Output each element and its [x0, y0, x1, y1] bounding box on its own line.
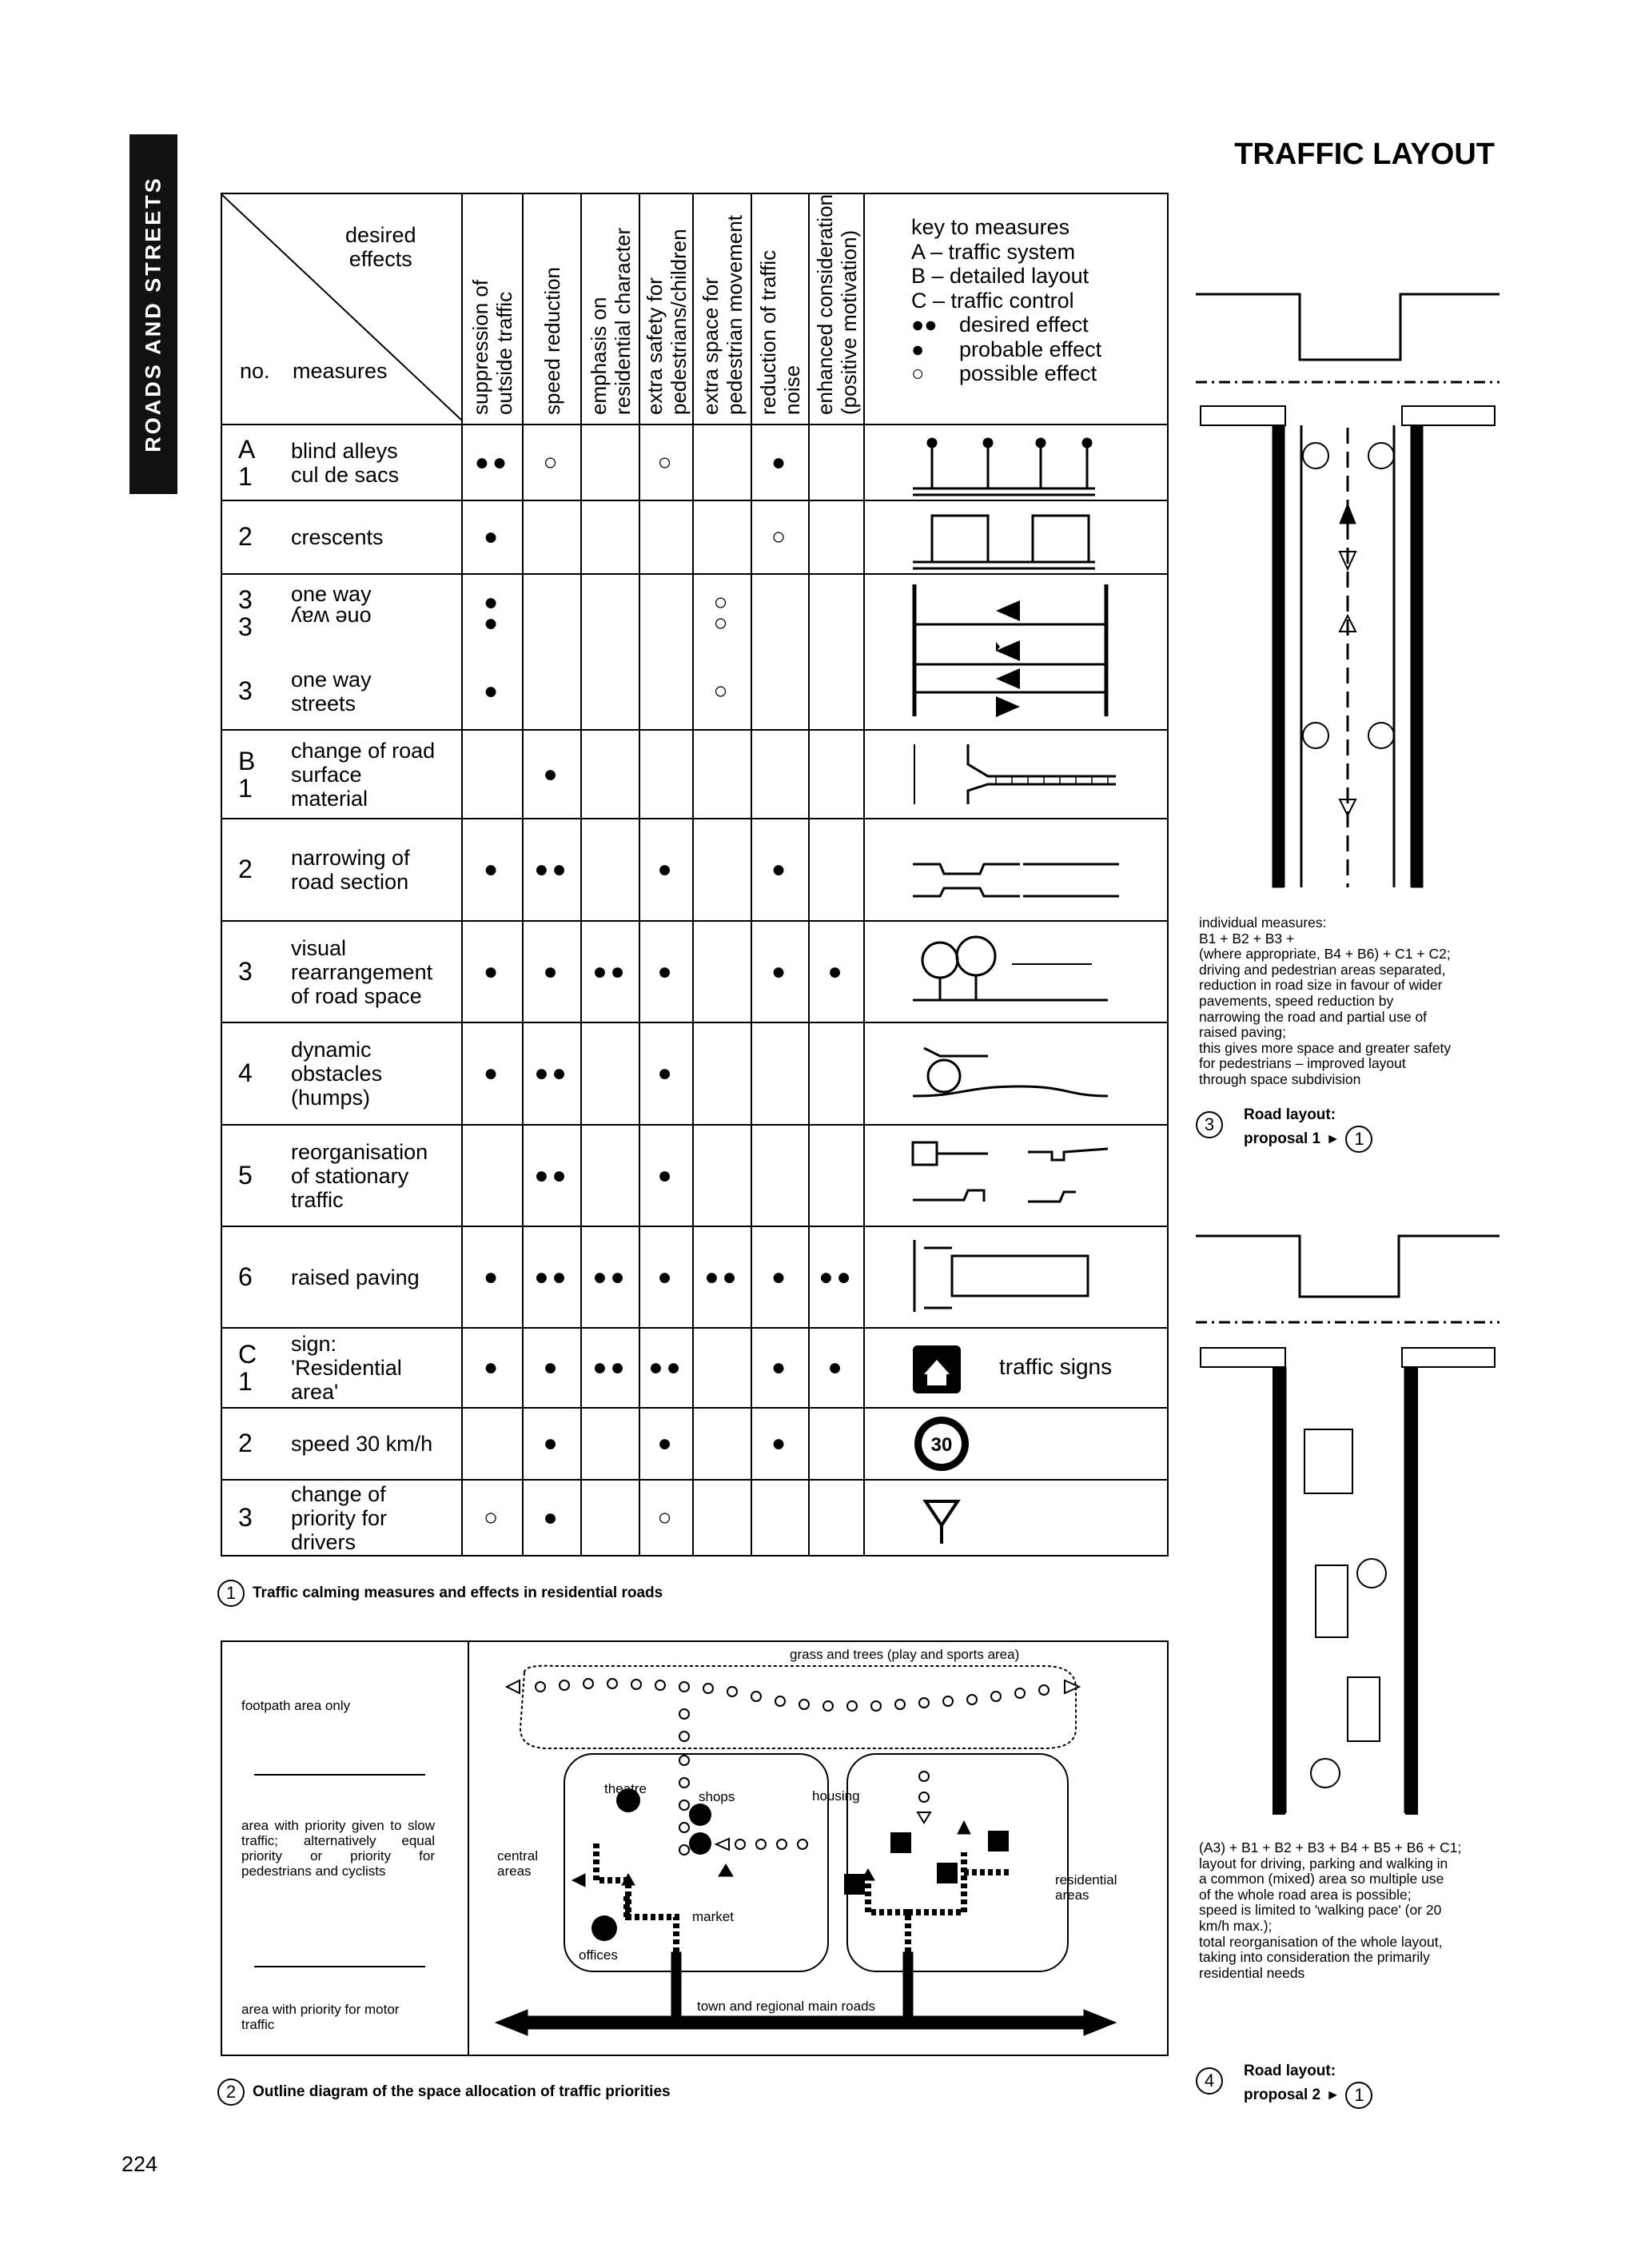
row-number: 2 — [238, 855, 253, 883]
key-desired: desired effect — [959, 313, 1089, 337]
note-line: km/h max.); — [1199, 1917, 1273, 1934]
figure-3-caption: 3 Road layout: proposal 1 ▸ 1 — [1196, 1105, 1380, 1153]
note-line: B1 + B2 + B3 + — [1199, 930, 1295, 947]
row-number: 3 — [238, 676, 253, 705]
traffic-signs-label: traffic signs — [999, 1354, 1113, 1379]
column-header-1: suppression of outside traffic — [468, 279, 516, 415]
residential-area-sign-icon — [913, 1345, 961, 1393]
note-line: of the whole road area is possible; — [1199, 1886, 1412, 1903]
effect-mark: ● — [543, 1505, 561, 1531]
effect-mark: ● — [543, 760, 561, 787]
effect-mark: ● — [543, 958, 561, 985]
note-line: taking into consideration the primarily — [1199, 1949, 1430, 1966]
figure-3-notes — [1199, 915, 1493, 1088]
effect-mark: ○ — [713, 677, 731, 704]
effect-mark: ● — [771, 1263, 790, 1290]
key-item-a: A – traffic system — [911, 239, 1076, 264]
measures-table — [221, 193, 1169, 1557]
effect-mark: ● — [771, 958, 790, 985]
row-label: crescents — [291, 525, 384, 549]
effect-mark: ● — [657, 856, 675, 883]
note-line: residential needs — [1199, 1964, 1305, 1981]
note-line: through space subdivision — [1199, 1070, 1361, 1087]
note-line: layout for driving, parking and walking in — [1199, 1855, 1448, 1871]
effect-mark: ●● — [648, 1354, 684, 1381]
row-number: A 1 — [238, 434, 256, 491]
key-item-c: C – traffic control — [911, 288, 1074, 313]
label-residential-areas: residential areas — [1055, 1872, 1117, 1903]
effect-mark: ● — [543, 1354, 561, 1381]
label-theatre: theatre — [604, 1781, 647, 1796]
effect-mark: ○ — [543, 448, 561, 476]
row-label: dynamic obstacles (humps) — [291, 1038, 383, 1110]
effect-mark: ● — [543, 1430, 561, 1457]
effect-mark: ●● — [534, 856, 570, 883]
row-number: 2 — [238, 1429, 253, 1457]
effect-mark: ○ ○ — [713, 589, 731, 636]
key-possible: possible effect — [959, 361, 1097, 385]
figure-4-notes — [1199, 1840, 1493, 1981]
road-layout-plan-2 — [1196, 1230, 1500, 1821]
row-number: B 1 — [238, 746, 256, 803]
effect-mark: ●● — [534, 1060, 570, 1086]
row-label: blind alleys cul de sacs — [291, 438, 400, 487]
give-way-sign-icon — [926, 1501, 958, 1544]
priority-diagram — [221, 1640, 1169, 2056]
legend-footpath: footpath area only — [241, 1698, 351, 1713]
row-number: 4 — [238, 1058, 253, 1087]
row-label: narrowing of road section — [291, 846, 410, 894]
road-layout-plan-1 — [1196, 288, 1500, 895]
row-label: sign: 'Residential area' — [291, 1332, 402, 1404]
effect-mark: ● — [483, 1263, 502, 1290]
note-line: reduction in road size in favour of wider — [1199, 977, 1443, 994]
row-number: 5 — [238, 1160, 253, 1190]
note-line: pavements, speed reduction by — [1199, 992, 1394, 1009]
figure-1-caption: 1 Traffic calming measures and effects in residential roads — [217, 1580, 663, 1607]
note-line: individual measures: — [1199, 915, 1327, 931]
effect-mark: ●● — [592, 958, 628, 985]
page-number: 224 — [121, 2152, 158, 2176]
effect-mark: ● — [483, 1060, 502, 1086]
row-label: one way one way — [291, 582, 372, 630]
effect-mark: ●● — [474, 448, 511, 476]
legend-motor-traffic: area with priority for motor traffic — [241, 2002, 400, 2032]
note-line: speed is limited to 'walking pace' (or 20 — [1199, 1902, 1442, 1919]
legend-slow-traffic: area with priority given to slow traffic; alternatively equal priority or priority for pedestrians and cyclists — [241, 1818, 435, 1879]
row-number: 3 — [238, 1503, 253, 1532]
row-number: 6 — [238, 1262, 253, 1291]
corner-no: no. — [240, 359, 270, 383]
key-item-b: B – detailed layout — [911, 264, 1089, 288]
column-header-6: reduction of traffic noise — [756, 249, 804, 415]
label-main-roads: town and regional main roads — [697, 1999, 876, 2014]
label-grass: grass and trees (play and sports area) — [790, 1647, 1020, 1662]
key-probable: probable effect — [959, 337, 1102, 361]
effect-mark: ● — [657, 1263, 675, 1290]
row-number: 3 — [238, 956, 253, 986]
effect-mark: ●● — [534, 1162, 570, 1189]
effect-mark: ● — [657, 1060, 675, 1086]
row-label: raised paving — [291, 1265, 420, 1289]
effect-mark: ● — [771, 856, 790, 883]
effect-mark: ○ — [657, 1505, 675, 1531]
effect-mark: ● — [483, 677, 502, 704]
label-offices: offices — [579, 1947, 618, 1963]
figure-2-caption: 2 Outline diagram of the space allocation of traffic priorities — [217, 2079, 671, 2106]
key-to-measures: key to measures A – traffic system B – detailed layout C – traffic control ●● desired effect ● probable effect ○ possible effect — [911, 215, 1102, 385]
effect-mark: ● — [657, 958, 675, 985]
figure-4-caption: 4 Road layout: proposal 2 ▸ 1 — [1196, 2061, 1380, 2109]
label-shops: shops — [699, 1789, 735, 1804]
column-header-5: extra space for pedestrian movement — [698, 214, 747, 415]
section-tab-label: ROADS AND STREETS — [141, 176, 165, 452]
effect-mark: ○ — [657, 448, 675, 476]
label-market: market — [692, 1909, 734, 1924]
effect-mark: ● — [483, 856, 502, 883]
figure-2-number: 2 — [217, 2079, 245, 2106]
corner-measures: measures — [293, 359, 388, 383]
effect-mark: ●● — [592, 1354, 628, 1381]
effect-mark: ○ — [483, 1505, 502, 1531]
speed-limit-sign-label: 30 — [930, 1434, 953, 1456]
section-tab — [129, 134, 177, 494]
effect-mark: ● — [483, 958, 502, 985]
effect-mark: ● — [771, 448, 790, 476]
measure-icons — [913, 439, 1119, 1312]
row-number: C 1 — [238, 1340, 257, 1396]
note-line: this gives more space and greater safety — [1199, 1039, 1452, 1056]
note-line: (where appropriate, B4 + B6) + C1 + C2; — [1199, 946, 1451, 963]
row-number: 3 3 — [238, 585, 253, 641]
note-line: (A3) + B1 + B2 + B3 + B4 + B5 + B6 + C1; — [1199, 1840, 1462, 1855]
label-housing: housing — [812, 1788, 860, 1804]
effect-mark: ○ — [771, 524, 790, 550]
effect-mark: ● — [483, 1354, 502, 1381]
note-line: total reorganisation of the whole layout, — [1199, 1933, 1443, 1950]
label-central-areas: central areas — [497, 1848, 539, 1879]
note-line: raised paving; — [1199, 1024, 1286, 1041]
column-header-7: enhanced consideration (positive motivation) — [812, 193, 861, 415]
effect-mark: ● ● — [483, 589, 502, 636]
corner-desired-effects: desired effects — [345, 223, 416, 271]
page-title: TRAFFIC LAYOUT — [1234, 138, 1495, 171]
effect-mark: ●● — [704, 1263, 740, 1290]
note-line: a common (mixed) area so multiple use — [1199, 1871, 1444, 1887]
effect-mark: ● — [483, 524, 502, 550]
note-line: for pedestrians – improved layout — [1199, 1055, 1406, 1072]
row-number: 2 — [238, 522, 253, 551]
figure-1-number: 1 — [217, 1580, 245, 1607]
row-label: speed 30 km/h — [291, 1432, 433, 1456]
effect-mark: ● — [771, 1430, 790, 1457]
effect-mark: ●● — [534, 1263, 570, 1290]
effect-mark: ●● — [818, 1263, 854, 1290]
column-header-2: speed reduction — [540, 266, 564, 415]
figure-3-number: 3 — [1196, 1111, 1223, 1138]
effect-mark: ● — [657, 1430, 675, 1457]
effect-mark: ●● — [592, 1263, 628, 1290]
row-label: one way streets — [291, 667, 372, 715]
note-line: driving and pedestrian areas separated, — [1199, 961, 1446, 978]
key-title: key to measures — [911, 215, 1070, 239]
effect-mark: ● — [771, 1354, 790, 1381]
column-header-4: extra safety for pedestrians/children — [642, 229, 691, 415]
column-header-3: emphasis on residential character — [586, 227, 635, 415]
row-label: change of priority for drivers — [291, 1482, 388, 1554]
row-label: change of road surface material — [291, 738, 436, 811]
row-label: visual rearrangement of road space — [291, 935, 433, 1008]
note-line: narrowing the road and partial use of — [1199, 1008, 1428, 1025]
figure-4-number: 4 — [1196, 2067, 1223, 2095]
row-label: reorganisation of stationary traffic — [291, 1139, 428, 1212]
effect-mark: ● — [827, 958, 846, 985]
effect-mark: ● — [827, 1354, 846, 1381]
effect-mark: ● — [657, 1162, 675, 1189]
